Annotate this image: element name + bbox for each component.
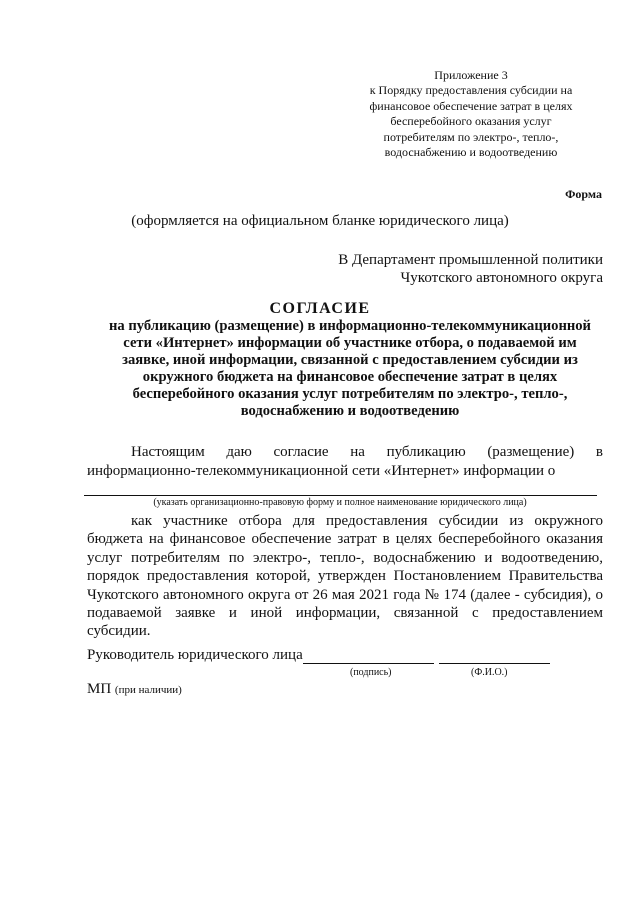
addressee-line: Чукотского автономного округа [400,270,603,286]
organization-name-field[interactable] [84,495,597,496]
subtitle-line: водоснабжению и водоотведению [240,403,460,419]
organization-name-caption: (указать организационно-правовую форму и полное наименование юридического лица) [153,497,527,508]
full-name-field[interactable] [439,663,550,664]
signature-caption: (подпись) [350,667,392,678]
appendix-line: к Порядку предоставления субсидии на [369,83,573,98]
full-name-caption: (Ф.И.О.) [471,667,508,678]
paragraph-line: Чукотского автономного округа от 26 мая 2021 года № 174 (далее - субсидия), о [87,586,603,603]
paragraph-line: информационно-телекоммуникационной сети «Интернет» информации о [87,462,556,479]
signature-field[interactable] [303,663,434,664]
appendix-line: Приложение 3 [434,68,508,82]
consent-paragraph [87,443,603,480]
participant-paragraph [87,512,603,641]
subtitle-line: окружного бюджета на финансовое обеспечение затрат в целях [142,369,558,385]
document-title: СОГЛАСИЕ [269,300,371,317]
paragraph-line: Настоящим даю согласие на публикацию (размещение) в [131,444,603,460]
stamp-note: (при наличии) [114,684,182,696]
appendix-line: потребителям по электро-, тепло-, [383,129,559,144]
paragraph-line: порядок предоставления которой, утвержден Постановлением Правительства [87,568,603,585]
subtitle-line: сети «Интернет» информации об участнике отбора, о подаваемой им [123,335,577,351]
paragraph-line: бюджета на финансовое обеспечение затрат в целях бесперебойного оказания [87,531,603,548]
appendix-line: водоснабжению и водоотведению [384,145,558,160]
stamp-block [87,681,182,698]
addressee-block [338,251,603,287]
appendix-line: финансовое обеспечение затрат в целях [369,98,573,113]
signature-label: Руководитель юридического лица [87,647,303,663]
subtitle-line: заявке, иной информации, связанной с предоставлением субсидии из [122,352,578,368]
stamp-label: МП [87,681,112,697]
document-subtitle [70,318,630,420]
appendix-line: бесперебойного оказания услуг [390,114,552,129]
paragraph-line: как участнике отбора для предоставления субсидии из окружного [131,513,603,529]
blank-note: (оформляется на официальном бланке юридического лица) [131,213,509,229]
appendix-block [356,68,586,160]
form-label: Форма [565,187,602,201]
paragraph-line: услуг потребителям по электро-, тепло-, водоснабжению и водоотведению, [87,549,603,566]
paragraph-line: субсидии. [87,623,151,640]
subtitle-line: бесперебойного оказания услуг потребителям по электро-, тепло-, [132,386,568,402]
subtitle-line: на публикацию (размещение) в информационно-телекоммуникационной [109,318,591,334]
paragraph-line: подаваемой заявке и иной информации, связанной с предоставлением [87,605,603,622]
addressee-line: В Департамент промышленной политики [338,252,603,268]
